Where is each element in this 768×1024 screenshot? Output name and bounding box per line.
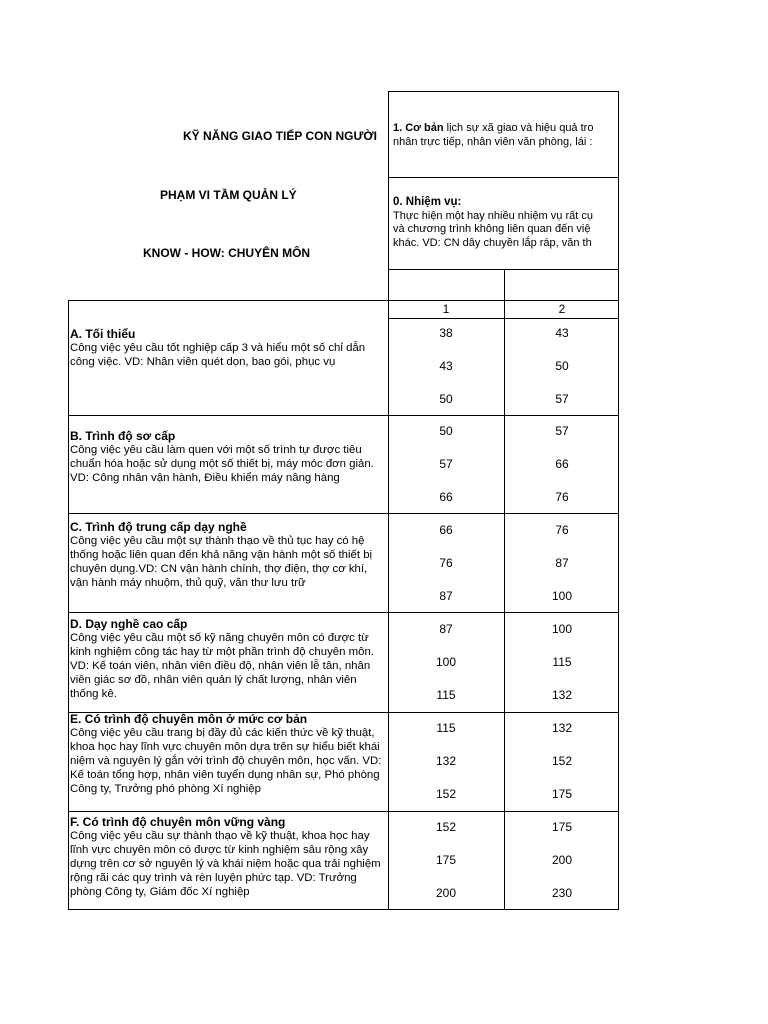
scope-label: PHẠM VI TẦM QUẢN LÝ <box>160 188 297 202</box>
score-cell: 66 <box>439 490 453 504</box>
row-description: Công việc yêu cầu một số kỹ năng chuyên môn có được từ kinh nghiệm công tác hay từ một phần trình độ chuyên môn. VD: Kế toán viên, nhân viên điều độ, nhân viên lễ tân, nhân viên giác sơ đồ, nhân viên quản lý chất lượng, nhân viên thống kê. <box>70 632 374 700</box>
score-cell: 152 <box>551 754 573 768</box>
score-cell: 115 <box>436 721 456 735</box>
management-scope-text-1: Thực hiện một hay nhiều nhiệm vụ rất cụ <box>393 209 593 222</box>
score-cell: 230 <box>551 886 573 900</box>
score-cell: 66 <box>555 457 569 471</box>
score-cell: 115 <box>436 688 456 702</box>
score-cell: 100 <box>435 655 457 669</box>
management-scope-text-2: và chương trình không liên quan đến việ <box>393 223 591 235</box>
table-bottom-line <box>68 909 619 910</box>
column-1-label: 1 <box>442 302 450 316</box>
row-description: Công việc yêu cầu làm quen với một số trình tự được tiêu chuẩn hóa hoặc sử dụng một số thiết bị, máy móc đơn giản. VD: Công nhân vận hành, Điều khiển máy nâng hàng <box>70 444 374 484</box>
score-cell: 175 <box>435 853 457 867</box>
colhead-bottom-line <box>388 318 618 319</box>
score-cell: 175 <box>551 787 573 801</box>
row-title: F. Có trình độ chuyên môn vững vàng <box>70 815 286 829</box>
knowhow-label: KNOW - HOW: CHUYÊN MÔN <box>143 246 311 260</box>
score-cell: 132 <box>435 754 457 768</box>
row-title: D. Dạy nghề cao cấp <box>70 617 188 631</box>
management-scope-header <box>393 196 618 250</box>
row-description: Công việc yêu cầu tốt nghiệp cấp 3 và hiểu một số chỉ dẫn công việc. VD: Nhân viên quét dọn, bao gói, phục vụ <box>70 342 366 368</box>
score-cell: 57 <box>555 392 569 406</box>
score-cell: 100 <box>551 622 573 636</box>
score-cell: 50 <box>555 359 569 373</box>
table-top-line <box>68 300 619 301</box>
score-cell: 200 <box>551 853 573 867</box>
score-cell: 50 <box>439 424 453 438</box>
table-row-b <box>70 429 384 485</box>
table-row-d <box>70 617 384 701</box>
row-title: E. Có trình độ chuyên môn ở mức cơ bản <box>70 712 308 726</box>
communication-level-title: 1. Cơ bản <box>393 122 444 134</box>
header-border-top <box>388 91 618 92</box>
communication-level-text-2: nhân trực tiếp, nhân viên văn phòng, lái : <box>393 135 593 148</box>
communication-level-header <box>393 122 618 149</box>
score-cell: 43 <box>439 359 453 373</box>
row-title: A. Tối thiểu <box>70 327 136 341</box>
header-border-left <box>388 91 389 270</box>
score-cell: 175 <box>551 820 573 834</box>
score-cell: 87 <box>439 622 453 636</box>
header-border-bottom <box>388 269 618 270</box>
score-cell: 152 <box>435 820 457 834</box>
row-separator <box>68 513 619 514</box>
column-2-label: 2 <box>558 302 566 316</box>
sheet-title: KỸ NĂNG GIAO TIẾP CON NGƯỜI <box>183 129 377 143</box>
score-cell: 66 <box>439 523 453 537</box>
score-cell: 50 <box>439 392 453 406</box>
score-cell: 57 <box>555 424 569 438</box>
row-title: B. Trình độ sơ cấp <box>70 429 176 443</box>
score-cell: 87 <box>555 556 569 570</box>
row-description: Công việc yêu cầu một sự thành thạo về thủ tục hay có hệ thống hoặc liên quan đến khả năng vận hành một số thiết bị chuyên dụng.VD: CN vận hành chính, thợ điện, thợ cơ khí, vận hành máy nhuộm, thủ quỹ, văn thư lưu trữ <box>70 535 373 589</box>
management-scope-title: 0. Nhiệm vụ: <box>393 196 462 208</box>
score-cell: 76 <box>555 523 569 537</box>
row-separator <box>68 811 619 812</box>
score-cell: 152 <box>435 787 457 801</box>
score-cell: 43 <box>555 326 569 340</box>
row-title: C. Trình độ trung cấp dạy nghề <box>70 520 247 534</box>
table-row-c <box>70 520 384 590</box>
score-cell: 200 <box>435 886 457 900</box>
table-left-line <box>68 300 69 910</box>
header-divider <box>388 177 618 178</box>
communication-level-text-1: lịch sự xã giao và hiệu quả tro <box>443 122 594 134</box>
row-description: Công việc yêu cầu trang bị đầy đủ các kiến thức về kỹ thuật, khoa học hay lĩnh vực chuyên môn dựa trên sự hiểu biết khái niệm và nguyên lý gắn với trình độ chuyên môn, học vấn. VD: Kế toán tổng hợp, nhân viên tuyển dụng nhân sự, Phó phòng Công ty, Trưởng phó phòng Xí nghiệp <box>70 727 382 795</box>
score-cell: 100 <box>551 589 573 603</box>
score-cell: 115 <box>552 655 572 669</box>
score-cell: 57 <box>439 457 453 471</box>
row-separator <box>68 415 619 416</box>
score-cell: 76 <box>439 556 453 570</box>
table-row-a <box>70 327 384 369</box>
management-scope-text-3: khác. VD: CN dây chuyền lắp ráp, văn th <box>393 236 592 249</box>
score-cell: 38 <box>439 326 453 340</box>
score-cell: 132 <box>551 688 573 702</box>
table-row-f <box>70 815 384 899</box>
row-separator <box>68 612 619 613</box>
colhead-left-line <box>388 269 389 300</box>
table-row-e <box>70 712 384 796</box>
score-cell: 76 <box>555 490 569 504</box>
score-cell: 132 <box>551 721 573 735</box>
row-description: Công việc yêu cầu sự thành thạo về kỹ thuật, khoa học hay lĩnh vực chuyên môn có được từ kinh nghiệm sâu rộng xây dựng trên cơ sở nguyên lý và khái niệm hoặc qua trải nghiệm rộng rãi các quy trình và rèn luyện phức tạp. VD: Trưởng phòng Công ty, Giám đốc Xí nghiệp <box>70 830 381 898</box>
score-cell: 87 <box>439 589 453 603</box>
